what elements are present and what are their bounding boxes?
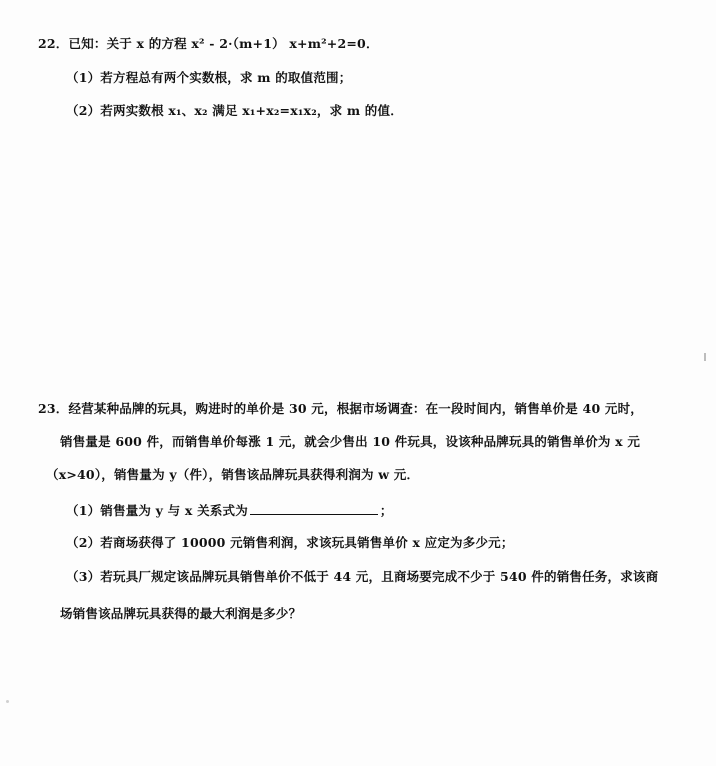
answer-blank[interactable] [250,502,378,515]
question-22-part-1: （1）若方程总有两个实数根，求 m 的取值范围； [66,70,352,85]
question-23-part-1 [66,502,393,519]
scan-edge-mark [704,353,706,361]
question-23-part-2: （2）若商场获得了 10000 元销售利润，求该玩具销售单价 x 应定为多少元； [66,535,514,550]
question-23-part-1-suffix: ； [379,503,393,518]
question-23-part-3-line-2: 场销售该品牌玩具获得的最大利润是多少？ [60,606,302,621]
question-23-line-2: 销售量是 600 件，而销售单价每涨 1 元，就会少售出 10 件玩具，设该种品牌玩具的销售单价为 x 元 [60,434,641,449]
question-22-title: 22．已知：关于 x 的方程 x² - 2·（m+1） x+m²+2=0． [38,36,379,51]
question-23-title: 23．经营某种品牌的玩具，购进时的单价是 30 元，根据市场调查：在一段时间内，销售单价是 40 元时， [38,401,643,416]
question-23-part-3-line-1: （3）若玩具厂规定该品牌玩具销售单价不低于 44 元，且商场要完成不少于 540 件的销售任务，求该商 [66,569,659,584]
question-23-part-1-prefix: （1）销售量为 y 与 x 关系式为 [66,503,248,518]
question-22-part-2: （2）若两实数根 x₁、x₂ 满足 x₁+x₂=x₁x₂，求 m 的值． [66,103,403,118]
question-23-line-3: （x>40），销售量为 y（件），销售该品牌玩具获得利润为 w 元． [46,467,420,482]
scan-speck [6,700,9,703]
